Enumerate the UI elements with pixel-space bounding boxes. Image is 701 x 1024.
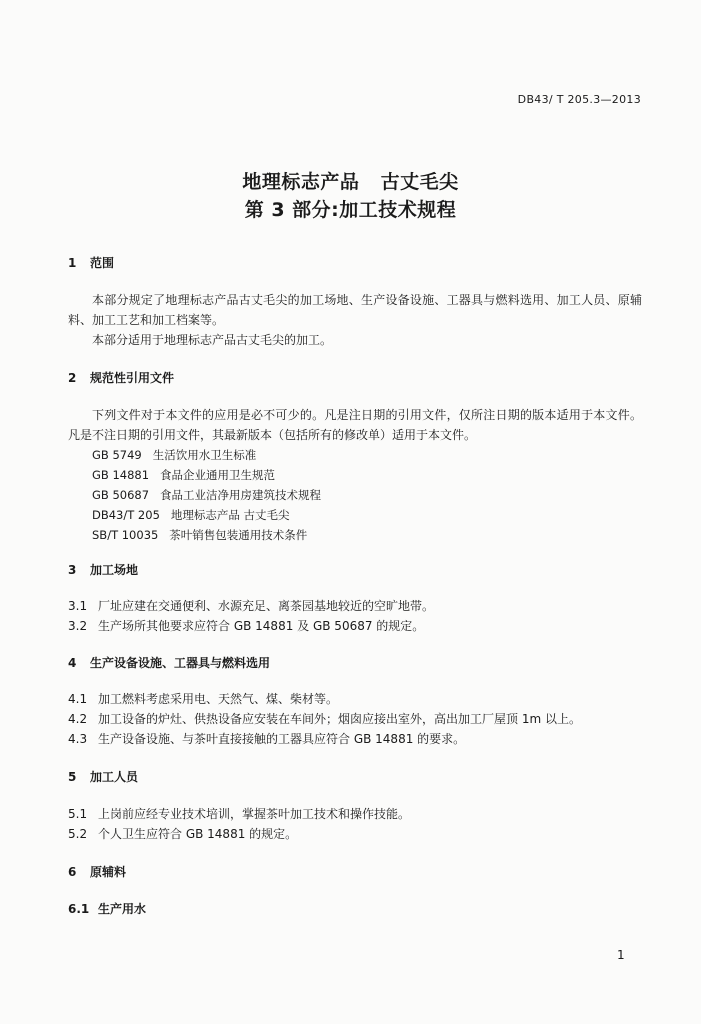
reference-item: DB43/T 205 地理标志产品 古丈毛尖 xyxy=(92,508,290,522)
page-number: 1 xyxy=(617,948,625,962)
clause-5-1 xyxy=(68,805,410,822)
standard-code: DB43/ T 205.3—2013 xyxy=(517,93,641,106)
clause-number: 5.1 xyxy=(68,807,88,821)
section-title: 加工场地 xyxy=(90,563,139,577)
document-subtitle: 第 3 部分:加工技术规程 xyxy=(244,199,457,221)
clause-text: 生产场所其他要求应符合 GB 14881 及 GB 50687 的规定。 xyxy=(98,619,425,633)
section-heading-normative-references xyxy=(68,369,174,386)
reference-item: GB 50687 食品工业洁净用房建筑技术规程 xyxy=(92,488,322,502)
section-title: 生产设备设施、工器具与燃料选用 xyxy=(90,656,271,670)
clause-number: 4.2 xyxy=(68,712,88,726)
section-number: 1 xyxy=(68,256,77,270)
section-number: 3 xyxy=(68,563,77,577)
clause-number: 6.1 xyxy=(68,902,90,916)
clause-number: 5.2 xyxy=(68,827,88,841)
references-intro-paragraph: 下列文件对于本文件的应用是必不可少的。凡是注日期的引用文件，仅所注日期的版本适用于本文件。凡是不注日期的引用文件，其最新版本（包括所有的修改单）适用于本文件。 xyxy=(68,408,642,442)
document-title: 地理标志产品 古丈毛尖 xyxy=(242,171,459,193)
clause-3-1 xyxy=(68,597,434,614)
reference-item: GB 14881 食品企业通用卫生规范 xyxy=(92,468,276,482)
clause-text: 加工设备的炉灶、供热设备应安装在车间外；烟囱应接出室外，高出加工厂屋顶 1m 以上。 xyxy=(98,712,581,726)
clause-4-2 xyxy=(68,710,581,727)
section-number: 4 xyxy=(68,656,77,670)
clause-4-3 xyxy=(68,730,465,747)
clause-text: 上岗前应经专业技术培训，掌握茶叶加工技术和操作技能。 xyxy=(98,807,411,821)
clause-text: 生产设备设施、与茶叶直接接触的工器具应符合 GB 14881 的要求。 xyxy=(98,732,466,746)
clause-text: 个人卫生应符合 GB 14881 的规定。 xyxy=(98,827,298,841)
clause-number: 4.1 xyxy=(68,692,88,706)
section-number: 2 xyxy=(68,371,77,385)
section-heading-personnel xyxy=(68,768,138,785)
section-title: 原辅料 xyxy=(90,865,127,879)
clause-text: 加工燃料考虑采用电、天然气、煤、柴材等。 xyxy=(98,692,339,706)
section-title: 范围 xyxy=(90,256,115,270)
scope-paragraph-1: 本部分规定了地理标志产品古丈毛尖的加工场地、生产设备设施、工器具与燃料选用、加工人员、原辅料、加工工艺和加工档案等。 xyxy=(68,293,642,327)
clause-6-1 xyxy=(68,900,146,917)
reference-item: SB/T 10035 茶叶销售包装通用技术条件 xyxy=(92,528,308,542)
clause-number: 4.3 xyxy=(68,732,88,746)
section-heading-raw-materials xyxy=(68,863,126,880)
clause-number: 3.1 xyxy=(68,599,88,613)
section-heading-processing-site xyxy=(68,561,138,578)
clause-text: 生产用水 xyxy=(98,902,147,916)
section-title: 加工人员 xyxy=(90,770,139,784)
clause-number: 3.2 xyxy=(68,619,88,633)
section-number: 6 xyxy=(68,865,77,879)
scope-paragraph-2: 本部分适用于地理标志产品古丈毛尖的加工。 xyxy=(92,333,333,347)
clause-text: 厂址应建在交通便利、水源充足、离茶园基地较近的空旷地带。 xyxy=(98,599,435,613)
clause-3-2 xyxy=(68,617,424,634)
clause-5-2 xyxy=(68,825,297,842)
section-number: 5 xyxy=(68,770,77,784)
reference-item: GB 5749 生活饮用水卫生标准 xyxy=(92,448,257,462)
section-heading-scope xyxy=(68,254,114,271)
clause-4-1 xyxy=(68,690,338,707)
section-title: 规范性引用文件 xyxy=(90,371,175,385)
section-heading-equipment xyxy=(68,654,270,671)
